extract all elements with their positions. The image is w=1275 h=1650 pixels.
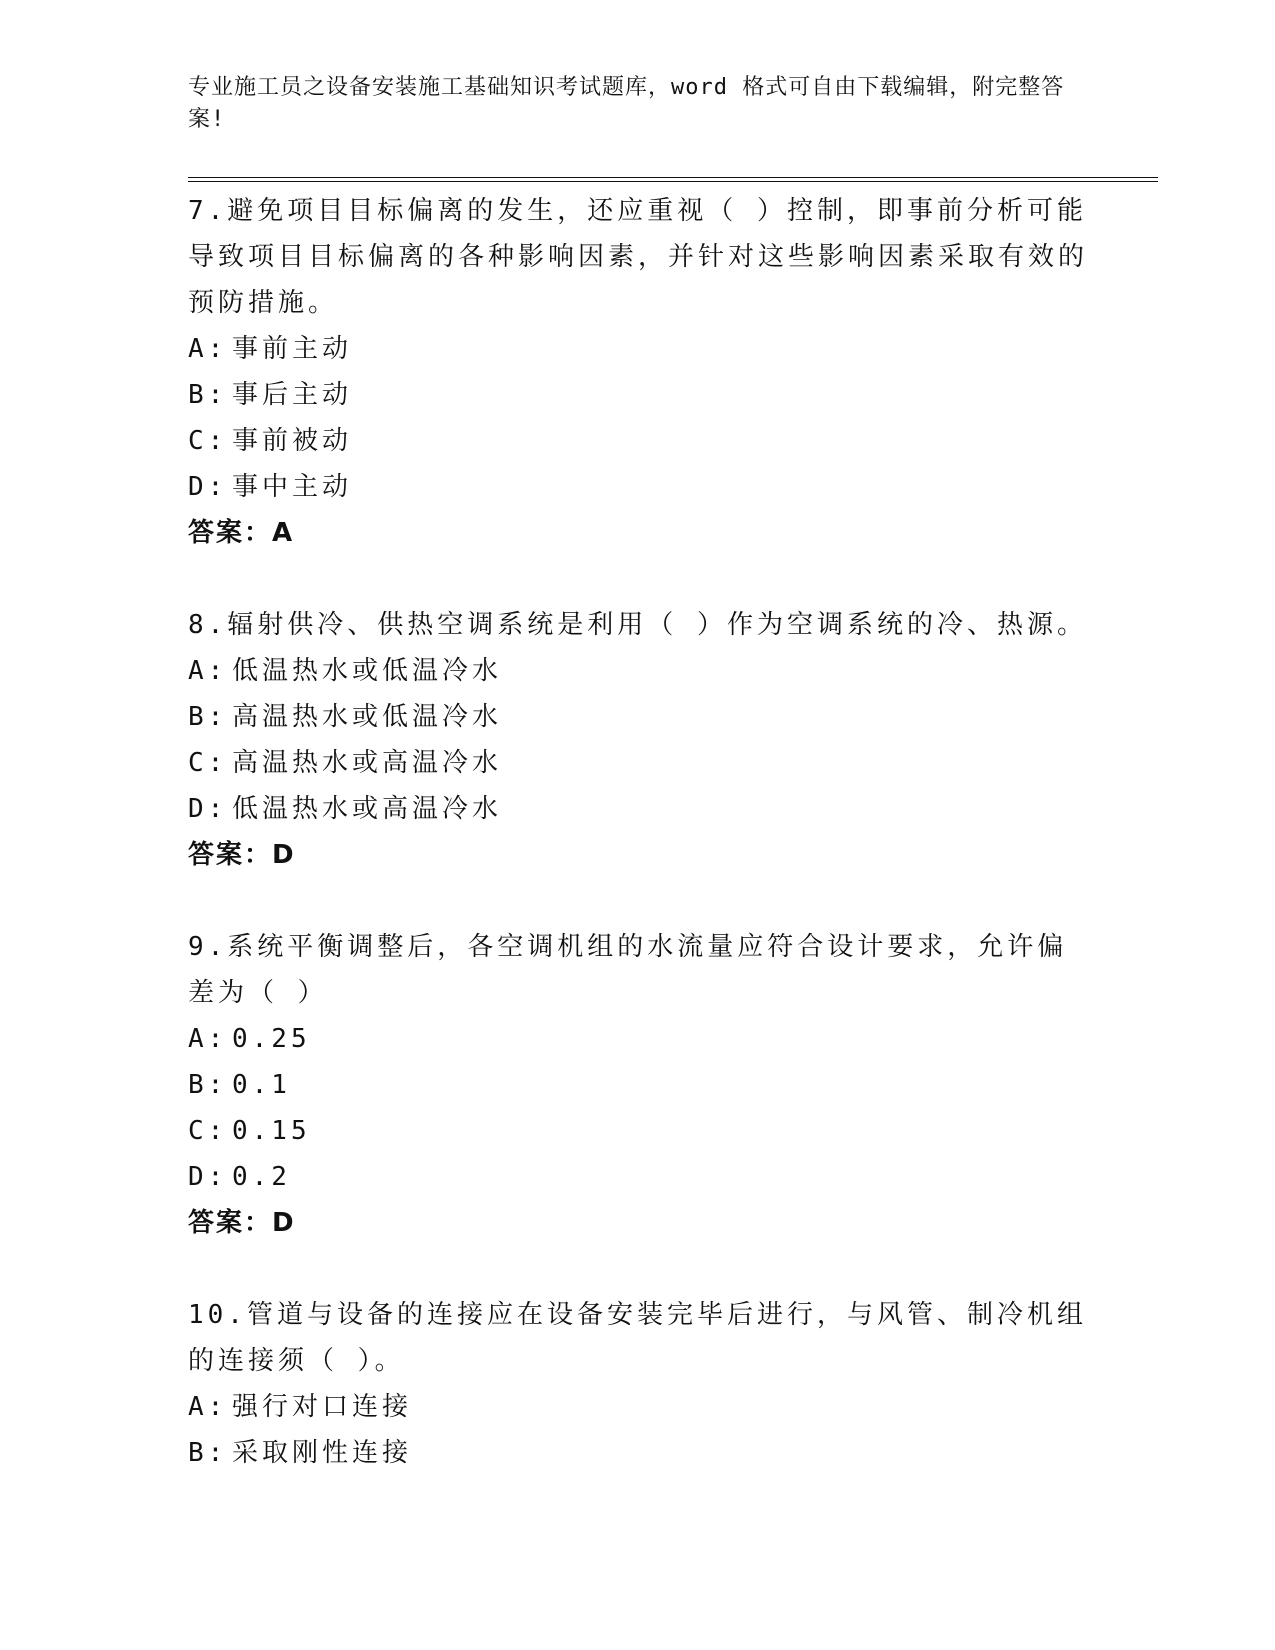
option-letter: A: [188, 334, 228, 364]
option-text: 采取刚性连接 [232, 1438, 413, 1468]
header-divider [188, 177, 1158, 182]
question-8 [188, 602, 1088, 878]
option-a [188, 1384, 1088, 1430]
option-text: 低温热水或高温冷水 [232, 794, 503, 824]
option-letter: B: [188, 380, 228, 410]
question-list [188, 188, 1088, 1522]
option-letter: C: [188, 748, 228, 778]
option-d [188, 464, 1088, 510]
option-letter: D: [188, 794, 228, 824]
option-letter: B: [188, 1070, 228, 1100]
option-text: 事中主动 [232, 472, 353, 502]
option-d [188, 1154, 1088, 1200]
option-text: 事后主动 [232, 380, 353, 410]
option-letter: D: [188, 472, 228, 502]
answer-label: 答案： [188, 518, 273, 548]
question-10 [188, 1292, 1088, 1476]
question-text: 10.管道与设备的连接应在设备安装完毕后进行，与风管、制冷机组的连接须（ ）。 [188, 1300, 1087, 1376]
answer-value: D [272, 1208, 296, 1238]
answer-line [188, 510, 1088, 556]
question-text: 7.避免项目目标偏离的发生，还应重视（ ）控制，即事前分析可能导致项目目标偏离的各种影响因素，并针对这些影响因素采取有效的预防措施。 [188, 196, 1089, 318]
option-letter: C: [188, 426, 228, 456]
option-letter: A: [188, 1024, 228, 1054]
option-text: 0.25 [232, 1024, 311, 1054]
option-a [188, 326, 1088, 372]
question-text: 8.辐射供冷、供热空调系统是利用（ ）作为空调系统的冷、热源。 [188, 610, 1087, 640]
option-b [188, 694, 1088, 740]
option-letter: A: [188, 1392, 228, 1422]
option-text: 0.2 [232, 1162, 291, 1192]
option-letter: C: [188, 1116, 228, 1146]
option-text: 0.15 [232, 1116, 311, 1146]
answer-line [188, 832, 1088, 878]
option-b [188, 1062, 1088, 1108]
option-b [188, 1430, 1088, 1476]
question-text: 9.系统平衡调整后，各空调机组的水流量应符合设计要求，允许偏差为（ ） [188, 932, 1068, 1008]
option-letter: A: [188, 656, 228, 686]
question-7 [188, 188, 1088, 556]
answer-label: 答案： [188, 840, 273, 870]
option-a [188, 1016, 1088, 1062]
page-header-title: 专业施工员之设备安装施工基础知识考试题库，word 格式可自由下载编辑，附完整答案! [188, 75, 1065, 132]
option-text: 高温热水或低温冷水 [232, 702, 503, 732]
option-text: 低温热水或低温冷水 [232, 656, 503, 686]
option-text: 强行对口连接 [232, 1392, 413, 1422]
answer-value: D [272, 840, 296, 870]
option-text: 事前被动 [232, 426, 353, 456]
option-c [188, 740, 1088, 786]
option-letter: D: [188, 1162, 228, 1192]
answer-value: A [272, 518, 295, 548]
option-a [188, 648, 1088, 694]
answer-label: 答案： [188, 1208, 273, 1238]
option-c [188, 1108, 1088, 1154]
option-c [188, 418, 1088, 464]
option-d [188, 786, 1088, 832]
option-b [188, 372, 1088, 418]
option-letter: B: [188, 1438, 228, 1468]
answer-line [188, 1200, 1088, 1246]
option-text: 高温热水或高温冷水 [232, 748, 503, 778]
option-text: 事前主动 [232, 334, 353, 364]
question-9 [188, 924, 1088, 1246]
option-letter: B: [188, 702, 228, 732]
option-text: 0.1 [232, 1070, 291, 1100]
